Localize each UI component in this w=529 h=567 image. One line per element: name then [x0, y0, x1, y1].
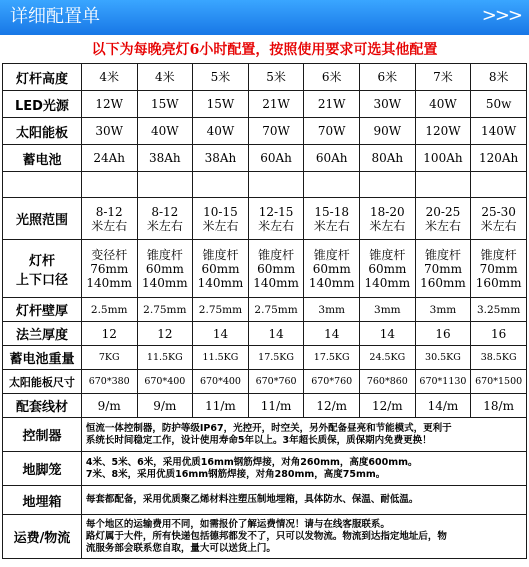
label-buried-box: 地埋箱 — [3, 486, 82, 515]
panel-cell: 120W — [415, 118, 471, 145]
label-cable: 配套线材 — [3, 394, 82, 418]
row-light-range — [3, 198, 527, 240]
led-cell: 21W — [304, 91, 360, 118]
panel-size-cell: 670*1130 — [415, 370, 471, 394]
row-wall-thickness — [3, 298, 527, 322]
light-range-cell: 10-15 米左右 — [193, 198, 249, 240]
pole-height-cell: 5米 — [248, 64, 304, 91]
spacer-cell — [81, 172, 137, 198]
label-light-range: 光照范围 — [3, 198, 82, 240]
wall-thickness-cell: 3mm — [360, 298, 416, 322]
row-battery-weight — [3, 346, 527, 370]
cable-cell: 12/m — [304, 394, 360, 418]
panel-cell: 70W — [248, 118, 304, 145]
cable-cell: 11/m — [193, 394, 249, 418]
battery-cell: 38Ah — [193, 145, 249, 172]
light-range-cell: 20-25 米左右 — [415, 198, 471, 240]
label-pole-height: 灯杆高度 — [3, 64, 82, 91]
led-cell: 12W — [81, 91, 137, 118]
spacer-cell — [360, 172, 416, 198]
pole-height-cell: 7米 — [415, 64, 471, 91]
battery-cell: 24Ah — [81, 145, 137, 172]
config-notice: 以下为每晚亮灯6小时配置，按照使用要求可选其他配置 — [91, 42, 438, 58]
label-panel: 太阳能板 — [3, 118, 82, 145]
cable-cell: 9/m — [81, 394, 137, 418]
panel-size-cell: 670*1500 — [471, 370, 527, 394]
panel-cell: 30W — [81, 118, 137, 145]
pole-height-cell: 4米 — [137, 64, 193, 91]
wall-thickness-cell: 3mm — [304, 298, 360, 322]
battery-cell: 60Ah — [248, 145, 304, 172]
spacer-cell — [3, 172, 82, 198]
panel-size-cell: 670*380 — [81, 370, 137, 394]
pole-diameter-cell: 锥度杆 60mm 140mm — [137, 240, 193, 298]
row-pole-diameter — [3, 240, 527, 298]
row-shipping — [3, 515, 527, 559]
pole-diameter-cell: 锥度杆 60mm 140mm — [193, 240, 249, 298]
spacer-cell — [415, 172, 471, 198]
row-panel — [3, 118, 527, 145]
spacer-cell — [137, 172, 193, 198]
light-range-cell: 25-30 米左右 — [471, 198, 527, 240]
label-shipping: 运费/物流 — [3, 515, 82, 559]
light-range-cell: 8-12 米左右 — [137, 198, 193, 240]
flange-cell: 16 — [415, 322, 471, 346]
light-range-cell: 8-12 米左右 — [81, 198, 137, 240]
pole-diameter-cell: 锥度杆 60mm 140mm — [248, 240, 304, 298]
row-flange — [3, 322, 527, 346]
led-cell: 30W — [360, 91, 416, 118]
pole-height-cell: 5米 — [193, 64, 249, 91]
header-title: 详细配置单 — [10, 6, 100, 27]
wall-thickness-cell: 2.75mm — [248, 298, 304, 322]
label-controller: 控制器 — [3, 418, 82, 452]
pole-diameter-cell: 锥度杆 70mm 160mm — [415, 240, 471, 298]
label-panel-size: 太阳能板尺寸 — [3, 370, 82, 394]
flange-cell: 12 — [137, 322, 193, 346]
row-led — [3, 91, 527, 118]
spacer-cell — [304, 172, 360, 198]
battery-weight-cell: 7KG — [81, 346, 137, 370]
pole-diameter-cell: 锥度杆 70mm 160mm — [471, 240, 527, 298]
wall-thickness-cell: 2.75mm — [137, 298, 193, 322]
row-buried-box — [3, 486, 527, 515]
battery-cell: 120Ah — [471, 145, 527, 172]
cable-cell: 18/m — [471, 394, 527, 418]
battery-cell: 100Ah — [415, 145, 471, 172]
pole-height-cell: 6米 — [360, 64, 416, 91]
flange-cell: 14 — [304, 322, 360, 346]
panel-cell: 140W — [471, 118, 527, 145]
battery-weight-cell: 11.5KG — [137, 346, 193, 370]
battery-weight-cell: 38.5KG — [471, 346, 527, 370]
led-cell: 50w — [471, 91, 527, 118]
pole-height-cell: 4米 — [81, 64, 137, 91]
label-wall-thickness: 灯杆壁厚 — [3, 298, 82, 322]
cable-cell: 12/m — [360, 394, 416, 418]
pole-diameter-cell: 锥度杆 60mm 140mm — [360, 240, 416, 298]
controller-description: 恒流一体控制器，防护等级IP67，光控开，时空关，另外配备昼亮和节能模式，更利于 系统长时间稳定工作，设计使用寿命5年以上。3年超长质保，质保期内免费更换！ — [81, 418, 526, 452]
row-panel-size — [3, 370, 527, 394]
pole-diameter-cell: 锥度杆 60mm 140mm — [304, 240, 360, 298]
battery-weight-cell: 17.5KG — [248, 346, 304, 370]
led-cell: 15W — [193, 91, 249, 118]
label-flange: 法兰厚度 — [3, 322, 82, 346]
panel-size-cell: 670*400 — [193, 370, 249, 394]
spacer-cell — [471, 172, 527, 198]
light-range-cell: 18-20 米左右 — [360, 198, 416, 240]
wall-thickness-cell: 2.5mm — [81, 298, 137, 322]
battery-weight-cell: 17.5KG — [304, 346, 360, 370]
light-range-cell: 15-18 米左右 — [304, 198, 360, 240]
label-pole-diameter: 灯杆 上下口径 — [3, 240, 82, 298]
cable-cell: 14/m — [415, 394, 471, 418]
flange-cell: 12 — [81, 322, 137, 346]
cable-cell: 9/m — [137, 394, 193, 418]
row-spacer — [3, 172, 527, 198]
led-cell: 40W — [415, 91, 471, 118]
flange-cell: 16 — [471, 322, 527, 346]
led-cell: 15W — [137, 91, 193, 118]
battery-weight-cell: 24.5KG — [360, 346, 416, 370]
pole-height-cell: 8米 — [471, 64, 527, 91]
header-bar — [0, 0, 529, 35]
light-range-cell: 12-15 米左右 — [248, 198, 304, 240]
more-arrows-icon[interactable]: >>> — [481, 5, 521, 26]
spacer-cell — [248, 172, 304, 198]
spacer-cell — [193, 172, 249, 198]
row-pole-height — [3, 64, 527, 91]
label-battery-weight: 蓄电池重量 — [3, 346, 82, 370]
flange-cell: 14 — [193, 322, 249, 346]
panel-cell: 90W — [360, 118, 416, 145]
row-anchor — [3, 452, 527, 486]
label-led: LED光源 — [3, 91, 82, 118]
row-cable — [3, 394, 527, 418]
spec-table — [2, 63, 527, 559]
battery-cell: 38Ah — [137, 145, 193, 172]
panel-cell: 40W — [193, 118, 249, 145]
shipping-description: 每个地区的运输费用不同，如需报价了解运费情况！请与在线客服联系。 路灯属于大件，所有快递包括德邦都发不了，只可以发物流。物流到达指定地址后，物 流服务部会联系您自取，量大可以送货上门。 — [81, 515, 526, 559]
battery-cell: 60Ah — [304, 145, 360, 172]
cable-cell: 11/m — [248, 394, 304, 418]
row-battery — [3, 145, 527, 172]
pole-diameter-cell: 变径杆 76mm 140mm — [81, 240, 137, 298]
wall-thickness-cell: 3mm — [415, 298, 471, 322]
panel-size-cell: 670*760 — [304, 370, 360, 394]
panel-size-cell: 670*760 — [248, 370, 304, 394]
row-controller — [3, 418, 527, 452]
flange-cell: 14 — [360, 322, 416, 346]
battery-weight-cell: 30.5KG — [415, 346, 471, 370]
flange-cell: 14 — [248, 322, 304, 346]
pole-height-cell: 6米 — [304, 64, 360, 91]
label-anchor: 地脚笼 — [3, 452, 82, 486]
panel-cell: 70W — [304, 118, 360, 145]
led-cell: 21W — [248, 91, 304, 118]
panel-cell: 40W — [137, 118, 193, 145]
label-battery: 蓄电池 — [3, 145, 82, 172]
anchor-description: 4米、5米、6米，采用优质16mm钢筋焊接，对角260mm，高度600mm。 7米、8米，采用优质16mm钢筋焊接，对角280mm，高度75mm。 — [81, 452, 526, 486]
wall-thickness-cell: 2.75mm — [193, 298, 249, 322]
wall-thickness-cell: 3.25mm — [471, 298, 527, 322]
battery-cell: 80Ah — [360, 145, 416, 172]
battery-weight-cell: 11.5KG — [193, 346, 249, 370]
buried-box-description: 每套都配备，采用优质聚乙烯材料注塑压制地埋箱，具体防水、保温、耐低温。 — [81, 486, 526, 515]
panel-size-cell: 760*860 — [360, 370, 416, 394]
panel-size-cell: 670*400 — [137, 370, 193, 394]
